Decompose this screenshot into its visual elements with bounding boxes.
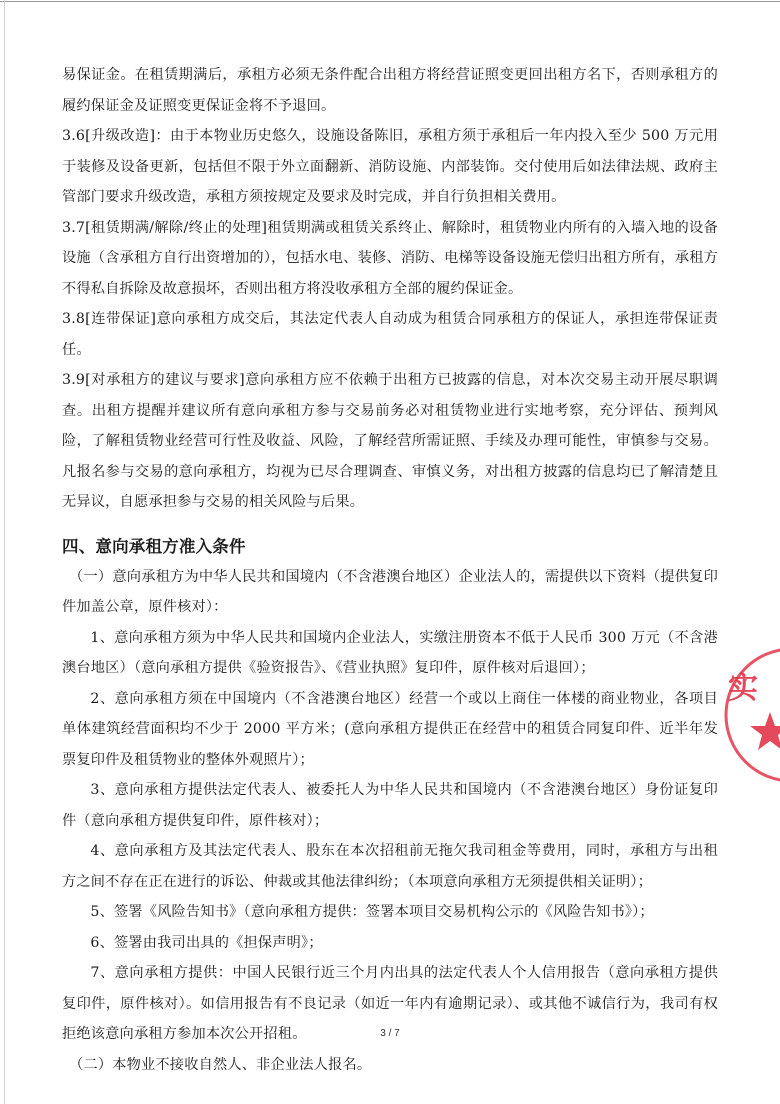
top-rule (0, 1, 780, 2)
clause-3-7: 3.7[租赁期满/解除/终止的处理]租赁期满或租赁关系终止、解除时，租赁物业内所有的入墙入地的设备设施（含承租方自行出资增加的），包括水电、装修、消防、电梯等设备设施无偿归出租方所有，承租方不得私自拆除及故意损坏，否则出租方将没收承租方全部的履约保证金。 (62, 219, 718, 297)
requirement-item-3: 3、意向承租方提供法定代表人、被委托人为中华人民共和国境内（不含港澳台地区）身份证复印件（意向承租方提供复印件，原件核对）； (62, 782, 718, 829)
section-closing: （二）本物业不接收自然人、非企业法人报名。 (69, 1056, 372, 1073)
clause-3-8: 3.8[连带保证]意向承租方成交后，其法定代表人自动成为租赁合同承租方的保证人，承担连带保证责任。 (62, 311, 718, 358)
requirement-item-2: 2、意向承租方须在中国境内（不含港澳台地区）经营一个或以上商住一体楼的商业物业，各项目单体建筑经营面积均不少于 2000 平方米；(意向承租方提供正在经营中的租赁合同复印件、近半年发票复印件及租赁物业的整体外观照片）； (62, 690, 718, 768)
page-number: 3 / 7 (380, 1028, 400, 1039)
document-body (62, 60, 718, 1080)
paragraph-continuation: 易保证金。在租赁期满后，承租方必须无条件配合出租方将经营证照变更回出租方名下，否则承租方的履约保证金及证照变更保证金将不予退回。 (62, 67, 718, 114)
requirement-item-7: 7、意向承租方提供：中国人民银行近三个月内出具的法定代表人个人信用报告（意向承租方提供复印件，原件核对）。如信用报告有不良记录（如近一年内有逾期记录）、或其他不诚信行为，我司有权拒绝该意向承租方参加本次公开招租。 (62, 965, 718, 1042)
requirement-item-5: 5、签署《风险告知书》（意向承租方提供：签署本项目交易机构公示的《风险告知书》）； (90, 904, 654, 920)
requirement-item-6: 6、签署由我司出具的《担保声明》； (90, 934, 323, 951)
section-intro: （一）意向承租方为中华人民共和国境内（不含港澳台地区）企业法人的，需提供以下资料（提供复印件加盖公章，原件核对）： (62, 568, 718, 615)
seal-star-icon (750, 712, 780, 750)
section-gap (62, 518, 718, 532)
page-edge (4, 0, 5, 1104)
seal-ring (726, 649, 780, 781)
clause-3-6: 3.6[升级改造]：由于本物业历史悠久，设施设备陈旧，承租方须于承租后一年内投入至少 500 万元用于装修及设备更新，包括但不限于外立面翻新、消防设施、内部装饰。交付使用后如法律法规、政府主管部门要求升级改造，承租方须按规定及要求及时完成，并自行负担相关费用。 (62, 128, 718, 205)
section-heading: 四、意向承租方准入条件 (62, 536, 246, 556)
requirement-item-1: 1、意向承租方须为中华人民共和国境内企业法人，实缴注册资本不低于人民币 300 万元（不含港澳台地区）（意向承租方提供《验资报告》、《营业执照》复印件，原件核对后退回）； (62, 629, 718, 676)
seal-glyph: 实 (728, 671, 758, 706)
clause-3-9: 3.9[对承租方的建议与要求]意向承租方应不依赖于出租方已披露的信息，对本次交易主动开展尽职调查。出租方提醒并建议所有意向承租方参与交易前务必对租赁物业进行实地考察，充分评估、预判风险，了解租赁物业经营可行性及收益、风险，了解经营所需证照、手续及办理可能性，审慎参与交易。凡报名参与交易的意向承租方，均视为已尽合理调查、审慎义务，对出租方披露的信息均已了解清楚且无异议，自愿承担参与交易的相关风险与后果。 (62, 372, 718, 510)
requirement-item-4: 4、意向承租方及其法定代表人、股东在本次招租前无拖欠我司租金等费用，同时，承租方与出租方之间不存在正在进行的诉讼、仲裁或其他法律纠纷；（本项意向承租方无须提供相关证明）； (62, 843, 718, 890)
official-seal-stamp (722, 640, 780, 790)
